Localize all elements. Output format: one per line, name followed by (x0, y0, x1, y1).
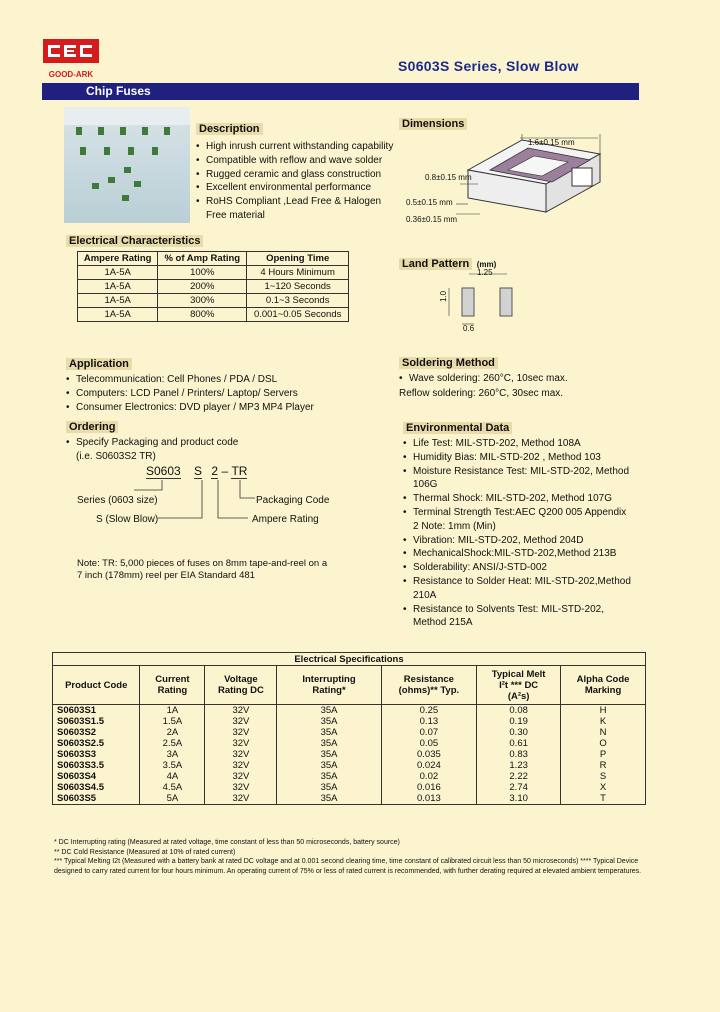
cell: 4.5A (140, 782, 205, 793)
label-series: Series (0603 size) (77, 495, 158, 506)
environmental-title: Environmental Data (403, 422, 512, 434)
application-list (66, 373, 366, 414)
code-slow: S (194, 464, 203, 478)
list-item: • Thermal Shock: MIL-STD-202, Method 107G (403, 492, 633, 506)
cell: 0.024 (381, 760, 477, 771)
ordering-title: Ordering (66, 421, 118, 433)
list-item: • Solderability: ANSI/J-STD-002 (403, 561, 633, 575)
cell: 2A (140, 727, 205, 738)
table-row (53, 738, 646, 749)
logo-mark-icon (42, 38, 100, 64)
list-item: • Compatible with reflow and wave solder (196, 154, 396, 168)
cell: 35A (277, 760, 381, 771)
cell: 3A (140, 749, 205, 760)
table-row (53, 760, 646, 771)
code-dash: – (221, 464, 229, 478)
cell: 32V (205, 705, 277, 717)
cell: 32V (205, 782, 277, 793)
table-row (53, 705, 646, 717)
footnote: ** DC Cold Resistance (Measured at 10% of rated current) (54, 848, 236, 856)
cell: 1A-5A (78, 280, 158, 294)
environmental-list (403, 437, 633, 630)
cell: 35A (277, 749, 381, 760)
list-item: • Vibration: MIL-STD-202, Method 204D (403, 534, 633, 548)
cell: S0603S2.5 (53, 738, 140, 749)
description-list (196, 140, 396, 223)
cell: R (561, 760, 646, 771)
cell: S0603S4.5 (53, 782, 140, 793)
code-amp: 2 (211, 464, 219, 478)
cell: S0603S1.5 (53, 716, 140, 727)
cell: 0.05 (381, 738, 477, 749)
cell: 0.07 (381, 727, 477, 738)
cell: 0.25 (381, 705, 477, 717)
soldering-reflow: Reflow soldering: 260°C, 30sec max. (399, 387, 564, 399)
cell: 35A (277, 727, 381, 738)
dim-length: 1.6±0.15 mm (528, 138, 575, 147)
table-header-row (78, 252, 349, 266)
cell: 0.13 (381, 716, 477, 727)
logo-text: GOOD-ARK (48, 70, 94, 79)
ordering-note: Note: TR: 5,000 pieces of fuses on 8mm tape-and-reel on a 7 inch (178mm) reel per EIA Standard 481 (77, 558, 328, 581)
cell: 32V (205, 738, 277, 749)
table-row (78, 280, 349, 294)
table-row (53, 716, 646, 727)
list-item: • Moisture Resistance Test: MIL-STD-202, Method 106G (403, 465, 633, 493)
cell: 3.5A (140, 760, 205, 771)
cell: 1A-5A (78, 308, 158, 322)
description-title: Description (196, 123, 263, 135)
cell: 0.19 (477, 716, 561, 727)
table-row (53, 793, 646, 805)
list-item: • Resistance to Solvents Test: MIL-STD-202, Method 215A (403, 603, 633, 631)
cell: 0.016 (381, 782, 477, 793)
cell: 2.22 (477, 771, 561, 782)
list-item: • Humidity Bias: MIL-STD-202 , Method 103 (403, 451, 633, 465)
table-row (53, 771, 646, 782)
list-item: • Terminal Strength Test:AEC Q200 005 Appendix 2 Note: 1mm (Min) (403, 506, 633, 534)
list-item: • RoHS Compliant ,Lead Free & Halogen Free material (196, 195, 396, 223)
specs-header-row (53, 666, 646, 705)
cell: 0.035 (381, 749, 477, 760)
list-item: • Excellent environmental performance (196, 181, 396, 195)
cell: 35A (277, 782, 381, 793)
col-header: Voltage Rating DC (205, 666, 277, 705)
label-packaging: Packaging Code (256, 495, 330, 506)
cell: 0.001~0.05 Seconds (247, 308, 349, 322)
specs-title-row (53, 653, 646, 666)
cell: 1.23 (477, 760, 561, 771)
list-item: • Consumer Electronics: DVD player / MP3 MP4 Player (66, 401, 366, 415)
dim-width: 0.8±0.15 mm (425, 173, 472, 182)
cell: X (561, 782, 646, 793)
land-dim-pitch: 1.25 (477, 268, 493, 277)
dim-height: 0.5±0.15 mm (406, 198, 453, 207)
list-item: • Rugged ceramic and glass construction (196, 168, 396, 182)
environmental-section (403, 418, 633, 630)
cell: 1A-5A (78, 294, 158, 308)
list-item: • Specify Packaging and product code (66, 436, 386, 450)
section-bar (42, 83, 639, 100)
col-header: % of Amp Rating (158, 252, 247, 266)
cell: 3.10 (477, 793, 561, 805)
cell: 35A (277, 738, 381, 749)
ordering-code (146, 464, 247, 479)
cell: 0.61 (477, 738, 561, 749)
table-row (78, 294, 349, 308)
cell: S0603S5 (53, 793, 140, 805)
cell: 32V (205, 727, 277, 738)
product-photo (64, 107, 190, 223)
cell: 100% (158, 266, 247, 280)
specs-title: Electrical Specifications (53, 653, 646, 666)
elec-char-title: Electrical Characteristics (66, 235, 203, 247)
cell: 32V (205, 760, 277, 771)
elec-char-table (77, 251, 349, 322)
cell: S0603S1 (53, 705, 140, 717)
table-row (53, 727, 646, 738)
list-item: • High inrush current withstanding capability (196, 140, 396, 154)
cell: N (561, 727, 646, 738)
soldering-list (399, 372, 629, 386)
soldering-section (399, 353, 629, 400)
page-title: S0603S Series, Slow Blow (398, 58, 579, 74)
application-section (66, 354, 366, 414)
col-header: Product Code (53, 666, 140, 705)
land-dim-width: 0.6 (463, 324, 475, 333)
cell: O (561, 738, 646, 749)
col-header: Interrupting Rating* (277, 666, 381, 705)
list-item: • Computers: LCD Panel / Printers/ Laptop/ Servers (66, 387, 366, 401)
list-item: • MechanicalShock:MIL-STD-202,Method 213B (403, 547, 633, 561)
cell: T (561, 793, 646, 805)
cell: 0.013 (381, 793, 477, 805)
cell: S0603S2 (53, 727, 140, 738)
cell: 1.5A (140, 716, 205, 727)
land-pattern-unit: (mm) (476, 260, 497, 269)
cell: 32V (205, 793, 277, 805)
label-slow: S (Slow Blow) (96, 514, 159, 525)
cell: S0603S3.5 (53, 760, 140, 771)
code-series: S0603 (146, 464, 181, 478)
cell: 35A (277, 771, 381, 782)
label-ampere: Ampere Rating (252, 514, 319, 525)
cell: 800% (158, 308, 247, 322)
cell: K (561, 716, 646, 727)
description-section (196, 119, 396, 223)
cell: 32V (205, 771, 277, 782)
soldering-title: Soldering Method (399, 357, 498, 369)
ordering-example: (i.e. S0603S2 TR) (76, 450, 156, 462)
code-pack: TR (231, 464, 248, 478)
ordering-section (66, 417, 386, 463)
application-title: Application (66, 358, 132, 370)
cell: 2.74 (477, 782, 561, 793)
list-item: • Life Test: MIL-STD-202, Method 108A (403, 437, 633, 451)
footnotes (54, 838, 654, 876)
logo (42, 38, 100, 78)
cell: 200% (158, 280, 247, 294)
land-dim-height: 1.0 (439, 290, 448, 302)
cell: 2.5A (140, 738, 205, 749)
cell: 1A (140, 705, 205, 717)
land-pattern-title: Land Pattern (399, 258, 472, 270)
cell: 1~120 Seconds (247, 280, 349, 294)
list-item: • Wave soldering: 260°C, 10sec max. (399, 372, 629, 386)
table-row (78, 266, 349, 280)
cell: 300% (158, 294, 247, 308)
col-header: Resistance (ohms)** Typ. (381, 666, 477, 705)
dim-terminal: 0.36±0.15 mm (406, 215, 458, 224)
table-row (78, 308, 349, 322)
col-header: Typical Melt I²t *** DC (A²s) (477, 666, 561, 705)
list-item: • Telecommunication: Cell Phones / PDA / DSL (66, 373, 366, 387)
cell: 0.08 (477, 705, 561, 717)
cell: 0.1~3 Seconds (247, 294, 349, 308)
cell: 4A (140, 771, 205, 782)
cell: S0603S4 (53, 771, 140, 782)
section-bar-label: Chip Fuses (86, 84, 151, 98)
specs-table (52, 652, 646, 805)
cell: 4 Hours Minimum (247, 266, 349, 280)
cell: 0.30 (477, 727, 561, 738)
cell: 35A (277, 705, 381, 717)
cell: 0.83 (477, 749, 561, 760)
footnote: *** Typical Melting I2t (Measured with a battery bank at rated DC voltage and at 0.001 second clearing time, time constant of calibrated circuit less than 50 microseconds) **** Typical Device designed to carry rated current for four hours minimum. An operating current of 75% or less of rated current is recommended, with further derating required at elevated ambient temperatures. (54, 858, 642, 875)
cell: 32V (205, 749, 277, 760)
cell: 1A-5A (78, 266, 158, 280)
cell: H (561, 705, 646, 717)
table-row (53, 749, 646, 760)
list-item: • Resistance to Solder Heat: MIL-STD-202,Method 210A (403, 575, 633, 603)
footnote: * DC Interrupting rating (Measured at rated voltage, time constant of less than 50 microseconds, battery source) (54, 839, 400, 846)
cell: S0603S3 (53, 749, 140, 760)
cell: P (561, 749, 646, 760)
table-row (53, 782, 646, 793)
cell: S (561, 771, 646, 782)
col-header: Ampere Rating (78, 252, 158, 266)
cell: 35A (277, 716, 381, 727)
col-header: Current Rating (140, 666, 205, 705)
cell: 0.02 (381, 771, 477, 782)
col-header: Alpha Code Marking (561, 666, 646, 705)
col-header: Opening Time (247, 252, 349, 266)
cell: 35A (277, 793, 381, 805)
ordering-list (66, 436, 386, 450)
cell: 5A (140, 793, 205, 805)
cell: 32V (205, 716, 277, 727)
dimensions-title: Dimensions (399, 118, 467, 130)
